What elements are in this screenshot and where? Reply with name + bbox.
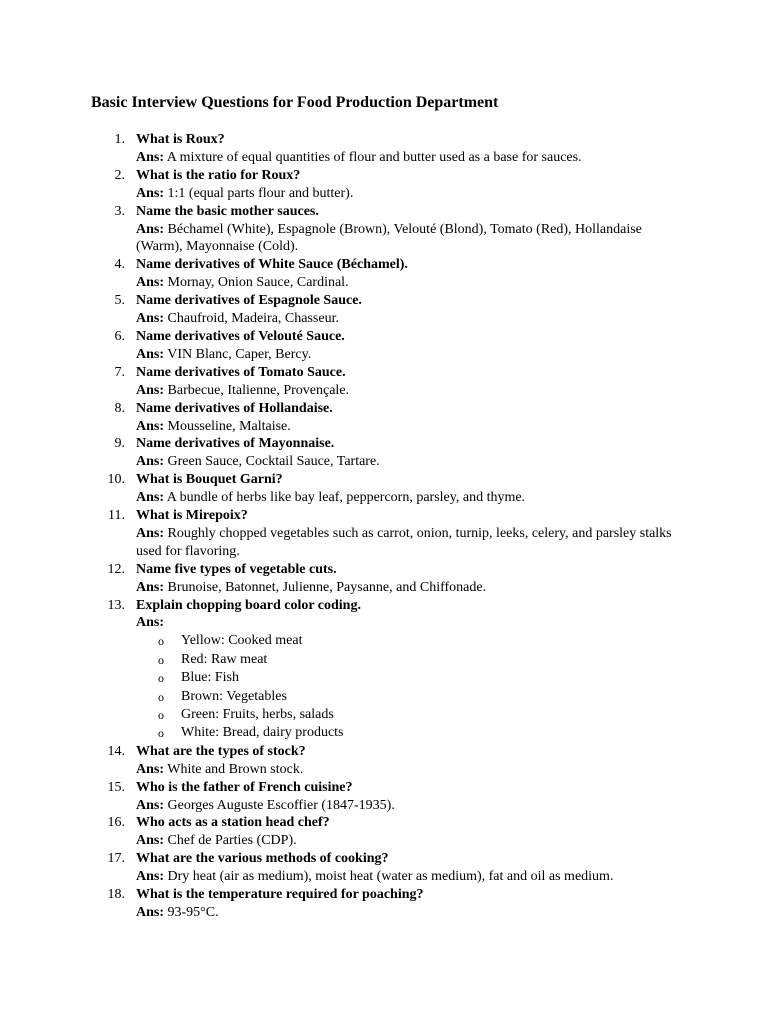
answer-line (136, 346, 681, 364)
question-text: Name derivatives of Tomato Sauce. (136, 364, 346, 380)
answer-bullet (136, 706, 681, 724)
answer-bullet-list (136, 632, 681, 742)
answer-text: Mousseline, Maltaise. (167, 418, 291, 434)
qa-item (0, 328, 681, 364)
answer-line (136, 382, 681, 400)
answer-text: 93-95°C. (167, 904, 219, 920)
question-number: 7. (114, 364, 125, 380)
bullet-text: Green: Fruits, herbs, salads (181, 707, 334, 722)
question-number: 13. (107, 597, 125, 613)
qa-item (0, 886, 681, 922)
question-number: 1. (114, 132, 125, 147)
answer-label: Ans: (136, 579, 165, 595)
question-text: What is Bouquet Garni? (136, 472, 283, 488)
answer-text: Mornay, Onion Sauce, Cardinal. (167, 275, 349, 291)
question-number: 18. (107, 887, 125, 903)
qa-item (0, 292, 681, 328)
bullet-circle-icon: o (158, 689, 164, 704)
answer-text: Chaufroid, Madeira, Chasseur. (167, 311, 339, 327)
question-number: 5. (114, 293, 125, 309)
answer-line (136, 149, 681, 167)
qa-item (0, 131, 681, 167)
answer-line (136, 904, 681, 922)
answer-line (136, 418, 681, 436)
answer-line (136, 221, 681, 257)
answer-text: Brunoise, Batonnet, Julienne, Paysanne, and Chiffonade. (167, 579, 487, 595)
bullet-circle-icon: o (158, 652, 164, 667)
question-text: What are the types of stock? (136, 743, 306, 759)
bullet-text: Red: Raw meat (181, 651, 268, 667)
answer-line (136, 453, 681, 471)
answer-label: Ans: (136, 382, 165, 398)
question-number: 3. (114, 203, 125, 219)
question-text: Name derivatives of Espagnole Sauce. (136, 293, 362, 309)
answer-text: Dry heat (air as medium), moist heat (water as medium), fat and oil as medium. (167, 869, 614, 885)
question-number: 8. (114, 400, 125, 416)
answer-text: VIN Blanc, Caper, Bercy. (167, 346, 312, 362)
answer-label: Ans: (136, 761, 165, 777)
question-number: 6. (114, 328, 125, 344)
answer-label: Ans: (136, 346, 165, 362)
answer-label: Ans: (136, 185, 165, 201)
question-text: Name derivatives of Velouté Sauce. (136, 328, 345, 344)
answer-label: Ans: (136, 525, 165, 541)
question-number: 14. (107, 743, 125, 759)
question-number: 16. (107, 815, 125, 831)
question-text: Who acts as a station head chef? (136, 815, 330, 831)
answer-line (136, 761, 681, 779)
answer-text: Barbecue, Italienne, Provençale. (167, 382, 350, 398)
question-text: What are the various methods of cooking? (136, 851, 389, 867)
answer-label: Ans: (136, 869, 165, 885)
answer-bullet (136, 669, 681, 687)
bullet-circle-icon: o (158, 671, 164, 686)
answer-label: Ans: (136, 149, 165, 165)
answer-bullet (136, 651, 681, 669)
answer-text: Béchamel (White), Espagnole (Brown), Velouté (Blond), Tomato (Red), Hollandaise (Warm), Mayonnaise (Cold). (136, 221, 642, 255)
answer-line (136, 489, 681, 507)
answer-text: Roughly chopped vegetables such as carrot, onion, turnip, leeks, celery, and parsley stalks used for flavoring. (136, 525, 672, 559)
question-number: 4. (114, 257, 125, 273)
bullet-text: Yellow: Cooked meat (181, 633, 303, 649)
question-text: What is the ratio for Roux? (136, 167, 301, 183)
question-number: 9. (114, 436, 125, 452)
answer-text: White and Brown stock. (167, 761, 304, 777)
question-number: 15. (107, 779, 125, 795)
answer-text: Georges Auguste Escoffier (1847-1935). (167, 797, 395, 813)
answer-line (136, 868, 681, 886)
bullet-circle-icon: o (158, 726, 164, 741)
answer-bullet (136, 632, 681, 650)
question-number: 17. (107, 851, 125, 867)
answer-label: Ans: (136, 454, 165, 470)
answer-label: Ans: (136, 615, 165, 631)
answer-label: Ans: (136, 418, 165, 434)
answer-label: Ans: (136, 797, 165, 813)
qa-item (0, 435, 681, 471)
question-number: 11. (108, 508, 125, 524)
qa-item (0, 364, 681, 400)
answer-line (136, 274, 681, 292)
question-text: Name derivatives of Hollandaise. (136, 400, 333, 416)
answer-label: Ans: (136, 275, 165, 291)
question-text: What is Roux? (136, 132, 225, 147)
qa-item (0, 597, 681, 743)
question-number: 2. (114, 167, 125, 183)
question-text: What is Mirepoix? (136, 508, 248, 524)
bullet-circle-icon: o (158, 634, 164, 649)
bullet-text: Brown: Vegetables (181, 688, 287, 704)
answer-line (136, 310, 681, 328)
qa-list (0, 131, 768, 922)
question-text: What is the temperature required for poaching? (136, 887, 424, 903)
question-text: Name derivatives of White Sauce (Béchamel). (136, 257, 408, 273)
qa-item (0, 743, 681, 779)
qa-item (0, 850, 681, 886)
question-text: Who is the father of French cuisine? (136, 779, 353, 795)
answer-label: Ans: (136, 221, 165, 237)
qa-item (0, 203, 681, 257)
document-title: Basic Interview Questions for Food Production Department (91, 94, 499, 111)
answer-label: Ans: (136, 490, 165, 506)
qa-item (0, 400, 681, 436)
answer-bullet (136, 688, 681, 706)
question-number: 10. (107, 472, 125, 488)
qa-item (0, 779, 681, 815)
qa-item (0, 167, 681, 203)
question-text: Name the basic mother sauces. (136, 203, 319, 219)
answer-line (136, 185, 681, 203)
answer-text: A bundle of herbs like bay leaf, peppercorn, parsley, and thyme. (166, 490, 526, 506)
answer-line (136, 525, 681, 561)
answer-label: Ans: (136, 311, 165, 327)
answer-text: Chef de Parties (CDP). (167, 833, 297, 849)
answer-line (136, 797, 681, 815)
qa-item (0, 561, 681, 597)
bullet-text: Blue: Fish (181, 670, 239, 686)
answer-text: 1:1 (equal parts flour and butter). (167, 185, 354, 201)
answer-text: A mixture of equal quantities of flour and butter used as a base for sauces. (166, 149, 582, 165)
question-number: 12. (107, 561, 125, 577)
question-text: Name derivatives of Mayonnaise. (136, 436, 335, 452)
qa-item (0, 814, 681, 850)
qa-item (0, 256, 681, 292)
answer-line (136, 579, 681, 597)
answer-bullet (136, 724, 681, 742)
qa-item (0, 507, 681, 561)
question-text: Name five types of vegetable cuts. (136, 561, 337, 577)
answer-text: Green Sauce, Cocktail Sauce, Tartare. (167, 454, 380, 470)
question-text: Explain chopping board color coding. (136, 597, 361, 613)
answer-label: Ans: (136, 833, 165, 849)
answer-line (136, 614, 681, 632)
answer-line (136, 832, 681, 850)
bullet-text: White: Bread, dairy products (181, 725, 344, 741)
answer-label: Ans: (136, 904, 165, 920)
bullet-circle-icon: o (158, 708, 164, 722)
qa-item (0, 471, 681, 507)
